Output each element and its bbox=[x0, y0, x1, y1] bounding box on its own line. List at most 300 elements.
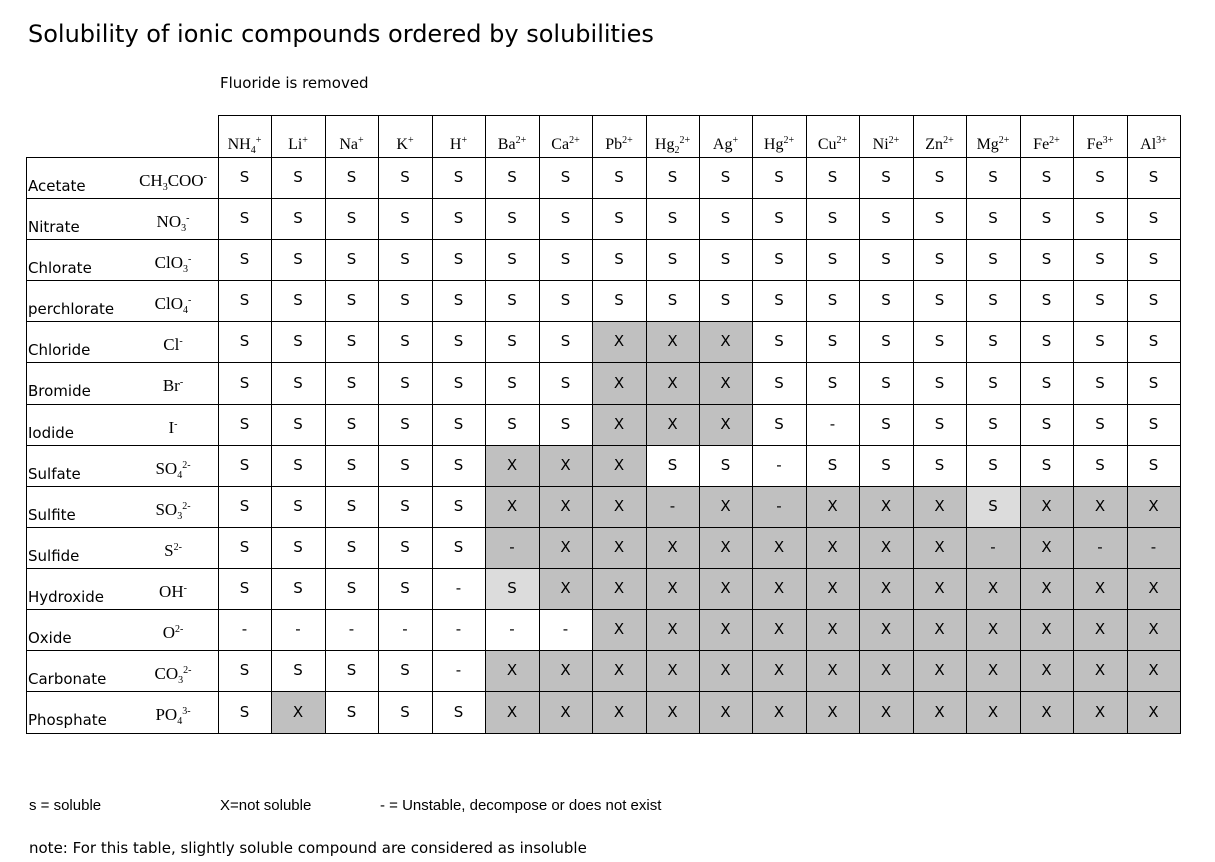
table-cell: X bbox=[1073, 486, 1127, 527]
table-cell: S bbox=[720, 456, 731, 474]
table-cell: S bbox=[239, 250, 250, 268]
table-cell: S bbox=[1095, 456, 1105, 474]
cation-header: Li+ bbox=[288, 135, 308, 153]
table-cell: S bbox=[293, 250, 303, 268]
grid-line bbox=[699, 115, 700, 734]
table-cell: S bbox=[1041, 209, 1052, 227]
row-name: Sulfide bbox=[28, 547, 80, 565]
cation-header: $Hg_2^{2+}$ bbox=[654, 135, 691, 156]
cation-header: $Fe^{3+}$ bbox=[1086, 135, 1114, 153]
table-cell: S bbox=[614, 209, 624, 227]
table-cell: X bbox=[806, 609, 859, 650]
table-cell: S bbox=[827, 374, 838, 392]
table-cell: S bbox=[346, 332, 357, 350]
grid-line bbox=[26, 650, 1181, 651]
table-cell: S bbox=[827, 168, 838, 186]
grid-line bbox=[26, 568, 1181, 569]
table-cell: S bbox=[881, 374, 891, 392]
table-cell: S bbox=[774, 250, 784, 268]
table-cell: S bbox=[400, 209, 410, 227]
table-cell: S bbox=[293, 209, 303, 227]
table-cell: - bbox=[455, 661, 462, 679]
table-cell: S bbox=[346, 374, 357, 392]
table-cell: - bbox=[752, 486, 806, 527]
table-cell: S bbox=[293, 456, 303, 474]
table-cell: S bbox=[667, 209, 678, 227]
table-cell: X bbox=[592, 527, 646, 568]
table-cell: S bbox=[293, 579, 303, 597]
table-cell: X bbox=[806, 691, 859, 733]
table-cell: S bbox=[827, 250, 838, 268]
table-cell: S bbox=[934, 332, 945, 350]
table-cell: S bbox=[346, 579, 357, 597]
table-cell: S bbox=[1095, 168, 1105, 186]
table-cell: S bbox=[774, 374, 784, 392]
table-cell: X bbox=[699, 321, 752, 362]
table-cell: S bbox=[934, 374, 945, 392]
table-cell: S bbox=[453, 497, 464, 515]
table-cell: S bbox=[400, 374, 410, 392]
table-cell: - bbox=[241, 620, 248, 638]
table-cell: - bbox=[509, 620, 515, 638]
table-cell: S bbox=[934, 250, 945, 268]
page-title: Solubility of ionic compounds ordered by solubilities bbox=[28, 20, 654, 48]
legend-soluble: s = soluble bbox=[29, 797, 102, 814]
table-cell: S bbox=[400, 538, 410, 556]
anion-formula: $CO_3^{2-}$ bbox=[154, 664, 192, 686]
table-cell: S bbox=[1095, 415, 1105, 433]
table-cell: S bbox=[1148, 332, 1159, 350]
table-cell: X bbox=[913, 650, 966, 691]
row-name: Acetate bbox=[28, 177, 86, 195]
table-cell: S bbox=[293, 661, 303, 679]
table-cell: X bbox=[699, 691, 752, 733]
table-cell: - bbox=[1127, 527, 1180, 568]
anion-formula: $S^{2-}$ bbox=[164, 541, 182, 560]
anion-formula: I- bbox=[168, 418, 178, 437]
table-cell: X bbox=[592, 609, 646, 650]
grid-line bbox=[1020, 115, 1021, 734]
grid-line bbox=[432, 115, 433, 734]
table-cell: X bbox=[913, 486, 966, 527]
table-cell: X bbox=[646, 568, 699, 609]
table-cell: - bbox=[562, 620, 569, 638]
grid-line bbox=[26, 239, 1181, 240]
table-cell: X bbox=[1073, 691, 1127, 733]
table-cell: X bbox=[485, 486, 539, 527]
table-cell: X bbox=[539, 527, 592, 568]
table-cell: S bbox=[774, 415, 784, 433]
table-cell: X bbox=[806, 486, 859, 527]
table-cell: S bbox=[827, 332, 838, 350]
table-cell: S bbox=[453, 250, 464, 268]
table-cell: S bbox=[1148, 291, 1159, 309]
table-cell: S bbox=[667, 250, 678, 268]
table-cell: S bbox=[293, 538, 303, 556]
table-cell: S bbox=[507, 415, 517, 433]
row-name: Oxide bbox=[28, 629, 72, 647]
legend-not-soluble: X=not soluble bbox=[220, 797, 312, 814]
table-cell: S bbox=[507, 291, 517, 309]
row-name: Hydroxide bbox=[28, 588, 105, 606]
table-cell: X bbox=[699, 568, 752, 609]
table-cell: S bbox=[1148, 456, 1159, 474]
cation-header: $Zn^{2+}$ bbox=[925, 135, 954, 153]
table-cell: X bbox=[859, 486, 913, 527]
grid-line bbox=[26, 691, 1181, 692]
table-cell: X bbox=[966, 650, 1020, 691]
table-cell: S bbox=[1041, 291, 1052, 309]
table-cell: S bbox=[346, 168, 357, 186]
table-cell: S bbox=[400, 456, 410, 474]
table-cell: S bbox=[1041, 374, 1052, 392]
table-cell: S bbox=[453, 538, 464, 556]
table-cell: S bbox=[346, 291, 357, 309]
table-cell: S bbox=[560, 374, 571, 392]
grid-line bbox=[26, 280, 1181, 281]
grid-line bbox=[26, 486, 1181, 487]
grid-line bbox=[26, 445, 1181, 446]
table-cell: X bbox=[859, 527, 913, 568]
table-cell: S bbox=[453, 168, 464, 186]
table-cell: S bbox=[239, 209, 250, 227]
table-cell: S bbox=[667, 456, 678, 474]
table-cell: S bbox=[485, 568, 539, 609]
table-cell: S bbox=[239, 456, 250, 474]
table-cell: S bbox=[293, 497, 303, 515]
grid-line bbox=[913, 115, 914, 734]
table-cell: S bbox=[988, 209, 998, 227]
grid-line bbox=[26, 527, 1181, 528]
grid-line bbox=[26, 321, 1181, 322]
table-cell: S bbox=[239, 332, 250, 350]
cation-header: $Fe^{2+}$ bbox=[1033, 135, 1060, 153]
table-cell: X bbox=[646, 527, 699, 568]
table-cell: X bbox=[1127, 486, 1180, 527]
table-cell: - bbox=[455, 620, 462, 638]
table-cell: S bbox=[1095, 291, 1105, 309]
table-cell: - bbox=[455, 579, 462, 597]
table-cell: S bbox=[1041, 415, 1052, 433]
table-cell: S bbox=[1095, 374, 1105, 392]
table-cell: S bbox=[934, 415, 945, 433]
table-cell: S bbox=[988, 374, 998, 392]
table-cell: - bbox=[348, 620, 355, 638]
grid-line bbox=[26, 609, 1181, 610]
table-cell: X bbox=[539, 650, 592, 691]
table-cell: S bbox=[346, 415, 357, 433]
table-cell: X bbox=[1020, 691, 1073, 733]
table-cell: S bbox=[1095, 209, 1105, 227]
table-cell: - bbox=[966, 527, 1020, 568]
table-cell: X bbox=[1073, 650, 1127, 691]
table-cell: X bbox=[592, 691, 646, 733]
table-cell: X bbox=[859, 609, 913, 650]
table-cell: X bbox=[539, 691, 592, 733]
table-cell: S bbox=[988, 456, 998, 474]
table-cell: X bbox=[966, 691, 1020, 733]
row-name: Sulfite bbox=[28, 506, 76, 524]
cation-header: $Mg^{2+}$ bbox=[976, 135, 1010, 153]
row-name: Chloride bbox=[28, 341, 91, 359]
table-cell: S bbox=[614, 250, 624, 268]
table-cell: X bbox=[859, 691, 913, 733]
table-cell: X bbox=[966, 568, 1020, 609]
table-cell: S bbox=[400, 415, 410, 433]
table-cell: X bbox=[485, 691, 539, 733]
table-cell: X bbox=[859, 568, 913, 609]
table-cell: X bbox=[913, 691, 966, 733]
table-cell: X bbox=[592, 486, 646, 527]
table-cell: S bbox=[400, 168, 410, 186]
table-cell: - bbox=[485, 527, 539, 568]
table-cell: S bbox=[560, 168, 571, 186]
table-cell: S bbox=[966, 486, 1020, 527]
anion-formula: $O^{2-}$ bbox=[162, 623, 184, 642]
table-cell: X bbox=[592, 445, 646, 486]
table-cell: S bbox=[400, 703, 410, 721]
table-cell: X bbox=[592, 404, 646, 445]
table-cell: S bbox=[827, 291, 838, 309]
grid-line bbox=[378, 115, 379, 734]
table-cell: S bbox=[1148, 374, 1159, 392]
table-cell: X bbox=[485, 445, 539, 486]
table-cell: S bbox=[881, 250, 891, 268]
table-cell: X bbox=[752, 568, 806, 609]
table-cell: X bbox=[1127, 691, 1180, 733]
table-cell: X bbox=[913, 609, 966, 650]
grid-line bbox=[592, 115, 593, 734]
table-cell: X bbox=[485, 650, 539, 691]
anion-formula: Cl- bbox=[163, 335, 183, 354]
table-cell: S bbox=[239, 415, 250, 433]
grid-line bbox=[26, 157, 1181, 158]
table-cell: X bbox=[539, 568, 592, 609]
table-cell: X bbox=[1020, 650, 1073, 691]
cation-header: Na+ bbox=[339, 135, 364, 153]
table-cell: X bbox=[699, 609, 752, 650]
table-cell: S bbox=[453, 703, 464, 721]
anion-formula: $SO_3^{2-}$ bbox=[155, 500, 191, 522]
table-cell: S bbox=[720, 291, 731, 309]
table-cell: X bbox=[592, 362, 646, 404]
table-cell: S bbox=[988, 250, 998, 268]
table-cell: S bbox=[400, 579, 410, 597]
table-cell: S bbox=[1041, 168, 1052, 186]
table-cell: X bbox=[592, 568, 646, 609]
table-cell: S bbox=[346, 497, 357, 515]
table-cell: S bbox=[827, 456, 838, 474]
table-cell: S bbox=[1095, 332, 1105, 350]
table-cell: - bbox=[1073, 527, 1127, 568]
table-cell: S bbox=[346, 538, 357, 556]
table-cell: S bbox=[1148, 415, 1159, 433]
table-cell: X bbox=[913, 568, 966, 609]
row-name: Chlorate bbox=[28, 259, 92, 277]
table-subtitle: Fluoride is removed bbox=[220, 74, 369, 92]
table-cell: X bbox=[1127, 568, 1180, 609]
table-cell: S bbox=[453, 209, 464, 227]
row-name: Nitrate bbox=[28, 218, 80, 236]
grid-line bbox=[1180, 115, 1181, 734]
table-cell: X bbox=[1020, 568, 1073, 609]
table-cell: S bbox=[346, 456, 357, 474]
table-cell: S bbox=[614, 168, 624, 186]
anion-formula: $NO_3^-$ bbox=[156, 212, 190, 234]
table-cell: X bbox=[966, 609, 1020, 650]
table-cell: S bbox=[720, 168, 731, 186]
table-cell: S bbox=[400, 250, 410, 268]
row-name: Bromide bbox=[28, 382, 91, 400]
table-cell: S bbox=[453, 374, 464, 392]
table-cell: S bbox=[293, 332, 303, 350]
grid-line bbox=[26, 404, 1181, 405]
table-cell: S bbox=[453, 456, 464, 474]
table-cell: S bbox=[400, 661, 410, 679]
table-cell: S bbox=[560, 291, 571, 309]
table-cell: X bbox=[646, 362, 699, 404]
table-cell: X bbox=[646, 321, 699, 362]
table-cell: S bbox=[1148, 168, 1159, 186]
table-cell: X bbox=[699, 404, 752, 445]
table-cell: X bbox=[646, 609, 699, 650]
anion-formula: ClO$_3$- bbox=[154, 253, 192, 275]
grid-line bbox=[26, 362, 1181, 363]
table-cell: S bbox=[988, 332, 998, 350]
table-cell: S bbox=[881, 456, 891, 474]
table-cell: X bbox=[913, 527, 966, 568]
grid-line bbox=[325, 115, 326, 734]
table-cell: S bbox=[239, 538, 250, 556]
table-cell: S bbox=[934, 209, 945, 227]
cation-header: $Pb^{2+}$ bbox=[605, 135, 633, 153]
table-cell: X bbox=[699, 527, 752, 568]
anion-formula: $CH_3COO^-$ bbox=[139, 171, 207, 193]
grid-line bbox=[1127, 115, 1128, 734]
table-cell: S bbox=[1095, 250, 1105, 268]
table-cell: S bbox=[239, 703, 250, 721]
table-cell: S bbox=[400, 291, 410, 309]
grid-line bbox=[646, 115, 647, 734]
table-cell: S bbox=[1148, 209, 1159, 227]
table-cell: X bbox=[752, 609, 806, 650]
table-cell: - bbox=[402, 620, 408, 638]
table-cell: S bbox=[507, 168, 517, 186]
table-cell: - bbox=[295, 620, 301, 638]
table-cell: X bbox=[592, 321, 646, 362]
table-cell: X bbox=[699, 650, 752, 691]
table-cell: S bbox=[774, 209, 784, 227]
cation-header: $Al^{3+}$ bbox=[1140, 135, 1167, 153]
grid-line bbox=[218, 115, 219, 734]
table-cell: X bbox=[592, 650, 646, 691]
table-cell: X bbox=[752, 691, 806, 733]
table-cell: S bbox=[827, 209, 838, 227]
table-cell: S bbox=[667, 168, 678, 186]
table-cell: S bbox=[614, 291, 624, 309]
table-cell: X bbox=[806, 650, 859, 691]
table-cell: X bbox=[699, 362, 752, 404]
legend-unstable: - = Unstable, decompose or does not exist bbox=[380, 797, 662, 814]
table-cell: S bbox=[507, 250, 517, 268]
cation-header: $Hg^{2+}$ bbox=[763, 135, 795, 153]
grid-line bbox=[752, 115, 753, 734]
table-cell: S bbox=[720, 209, 731, 227]
row-name: Sulfate bbox=[28, 465, 81, 483]
table-cell: S bbox=[293, 168, 303, 186]
table-cell: X bbox=[859, 650, 913, 691]
grid-line bbox=[26, 198, 1181, 199]
table-cell: S bbox=[560, 415, 571, 433]
table-cell: S bbox=[1041, 456, 1052, 474]
anion-formula: $PO_4^{3-}$ bbox=[155, 705, 191, 727]
table-cell: X bbox=[1127, 650, 1180, 691]
table-cell: S bbox=[507, 332, 517, 350]
table-cell: X bbox=[646, 404, 699, 445]
anion-formula: Br- bbox=[162, 376, 184, 395]
cation-header: H+ bbox=[449, 135, 468, 153]
table-cell: X bbox=[1020, 527, 1073, 568]
cation-header: Ag+ bbox=[712, 135, 739, 153]
table-cell: S bbox=[667, 291, 678, 309]
table-cell: S bbox=[988, 168, 998, 186]
cation-header: K+ bbox=[396, 135, 414, 153]
cation-header: $Ni^{2+}$ bbox=[872, 135, 900, 153]
cation-header: $NH_4^+$ bbox=[227, 135, 262, 156]
anion-formula: ClO$_4$- bbox=[154, 294, 192, 316]
table-cell: S bbox=[453, 415, 464, 433]
grid-line bbox=[966, 115, 967, 734]
table-cell: S bbox=[239, 168, 250, 186]
table-cell: S bbox=[293, 415, 303, 433]
table-cell: S bbox=[239, 374, 250, 392]
table-cell: X bbox=[1073, 609, 1127, 650]
table-cell: X bbox=[752, 650, 806, 691]
table-cell: S bbox=[881, 291, 891, 309]
table-cell: X bbox=[1127, 609, 1180, 650]
grid-line bbox=[485, 115, 486, 734]
table-cell: S bbox=[346, 250, 357, 268]
anion-formula: OH- bbox=[159, 582, 187, 601]
table-cell: S bbox=[934, 456, 945, 474]
table-cell: - bbox=[829, 415, 836, 433]
table-cell: S bbox=[507, 374, 517, 392]
table-cell: S bbox=[346, 703, 357, 721]
grid-line bbox=[1073, 115, 1074, 734]
table-cell: S bbox=[881, 415, 891, 433]
table-cell: S bbox=[400, 332, 410, 350]
table-cell: S bbox=[934, 168, 945, 186]
table-cell: - bbox=[646, 486, 699, 527]
table-cell: S bbox=[988, 415, 998, 433]
table-cell: S bbox=[881, 168, 891, 186]
grid-line bbox=[26, 733, 1181, 734]
table-cell: S bbox=[346, 661, 357, 679]
table-cell: S bbox=[1041, 332, 1052, 350]
table-cell: S bbox=[720, 250, 731, 268]
table-cell: S bbox=[239, 579, 250, 597]
table-cell: X bbox=[699, 486, 752, 527]
table-cell: X bbox=[806, 568, 859, 609]
table-cell: S bbox=[293, 374, 303, 392]
row-name: Phosphate bbox=[28, 711, 107, 729]
row-name: Carbonate bbox=[28, 670, 107, 688]
table-cell: X bbox=[539, 445, 592, 486]
table-cell: X bbox=[271, 691, 325, 733]
table-cell: S bbox=[507, 209, 517, 227]
grid-line bbox=[806, 115, 807, 734]
table-cell: X bbox=[1020, 609, 1073, 650]
